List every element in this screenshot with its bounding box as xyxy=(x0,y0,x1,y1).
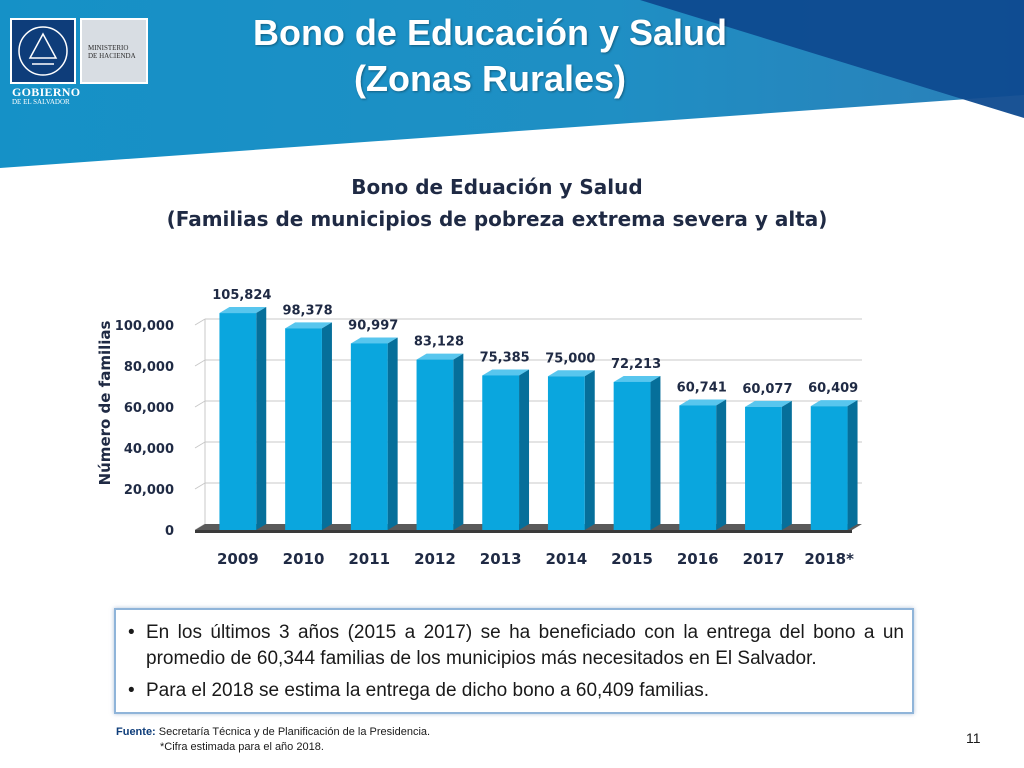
bar-front xyxy=(219,313,256,530)
ministry-line-2: DE HACIENDA xyxy=(88,52,136,60)
bar-value-label: 72,213 xyxy=(610,356,662,372)
bar-front xyxy=(285,328,322,530)
bar xyxy=(351,337,398,530)
x-tick-label: 2010 xyxy=(282,550,325,568)
bar-side xyxy=(782,401,792,530)
bar xyxy=(482,369,529,530)
bar xyxy=(417,354,464,530)
gov-line-1: GOBIERNO xyxy=(12,85,81,99)
bar-front xyxy=(417,360,454,530)
y-tick-label: 40,000 xyxy=(123,442,174,457)
coat-of-arms-icon xyxy=(10,18,76,84)
bar-front xyxy=(351,343,388,530)
x-tick-label: 2016 xyxy=(676,550,719,568)
bar-front xyxy=(614,382,651,530)
government-logo xyxy=(10,18,145,108)
summary-box xyxy=(114,608,914,714)
page-number: 11 xyxy=(966,730,981,746)
x-tick-label: 2017 xyxy=(742,550,785,568)
bar-side xyxy=(519,369,529,530)
bar-front xyxy=(548,376,585,530)
summary-list xyxy=(128,620,904,704)
y-axis-label: Número de familias xyxy=(96,320,114,486)
bar-side xyxy=(585,370,595,530)
source-label: Fuente: xyxy=(116,726,156,738)
bar-value-label: 75,000 xyxy=(545,351,596,367)
bar-side xyxy=(453,354,463,530)
gridline-side xyxy=(195,483,205,489)
bar xyxy=(811,400,858,530)
page-title xyxy=(170,10,810,102)
bar-side xyxy=(650,376,660,530)
bar-value-label: 83,128 xyxy=(413,334,465,350)
bar-front xyxy=(482,375,519,530)
bar-chart xyxy=(0,160,1024,600)
page-title-line-1: Bono de Educación y Salud xyxy=(252,12,728,53)
ministry-label xyxy=(80,18,148,84)
gridline-side xyxy=(195,442,205,448)
bar-value-label: 105,824 xyxy=(212,288,272,304)
bar-value-label: 60,741 xyxy=(676,380,727,396)
summary-bullet-2: • Para el 2018 se estima la entrega de dicho bono a 60,409 familias. xyxy=(128,678,904,704)
y-tick-label: 80,000 xyxy=(123,360,174,375)
gridline-side xyxy=(195,319,205,325)
bar-value-label: 75,385 xyxy=(479,350,530,366)
summary-bullet-1: • En los últimos 3 años (2015 a 2017) se ha beneficiado con la entrega del bono a un promedio de 60,344 familias de los municipios más necesitados en El Salvador. xyxy=(128,620,904,672)
bar-front xyxy=(679,405,716,530)
bar-value-label: 60,077 xyxy=(742,381,793,397)
ministry-line-1: MINISTERIO xyxy=(88,44,129,52)
chart-floor-edge xyxy=(195,530,852,533)
bar-front xyxy=(745,407,782,530)
x-tick-label: 2009 xyxy=(216,550,259,568)
bar-side xyxy=(848,400,858,530)
x-tick-label: 2013 xyxy=(479,550,522,568)
bar-value-label: 98,378 xyxy=(282,303,333,319)
bar xyxy=(745,401,792,530)
x-tick-label: 2015 xyxy=(611,550,653,568)
estimate-note: *Cifra estimada para el año 2018. xyxy=(160,741,324,753)
bar-side xyxy=(256,307,266,530)
page-title-line-2: (Zonas Rurales) xyxy=(353,58,627,99)
bar xyxy=(614,376,661,530)
y-tick-label: 100,000 xyxy=(114,319,174,334)
gridline-side xyxy=(195,401,205,407)
y-tick-label: 60,000 xyxy=(123,401,174,416)
bar-front xyxy=(811,406,848,530)
bar xyxy=(548,370,595,530)
bar-value-label: 60,409 xyxy=(808,381,859,397)
bar-value-label: 90,997 xyxy=(348,318,399,334)
bar xyxy=(219,307,266,530)
x-tick-label: 2014 xyxy=(545,550,588,568)
x-tick-label: 2011 xyxy=(348,550,391,568)
x-tick-label: 2012 xyxy=(414,550,456,568)
bar xyxy=(285,322,332,530)
chart-subtitle: (Familias de municipios de pobreza extrema severa y alta) xyxy=(166,207,828,231)
bar-side xyxy=(322,322,332,530)
bar-side xyxy=(716,399,726,530)
y-tick-label: 0 xyxy=(164,524,174,539)
bar xyxy=(679,399,726,530)
bar-side xyxy=(388,337,398,530)
gridline-side xyxy=(195,360,205,366)
x-tick-label: 2018* xyxy=(804,550,854,568)
source-note xyxy=(116,725,430,739)
gov-line-2: DE EL SALVADOR xyxy=(12,98,70,106)
source-text: Secretaría Técnica y de Planificación de la Presidencia. xyxy=(158,726,431,738)
y-tick-label: 20,000 xyxy=(123,483,174,498)
chart-title: Bono de Eduación y Salud xyxy=(351,175,643,199)
